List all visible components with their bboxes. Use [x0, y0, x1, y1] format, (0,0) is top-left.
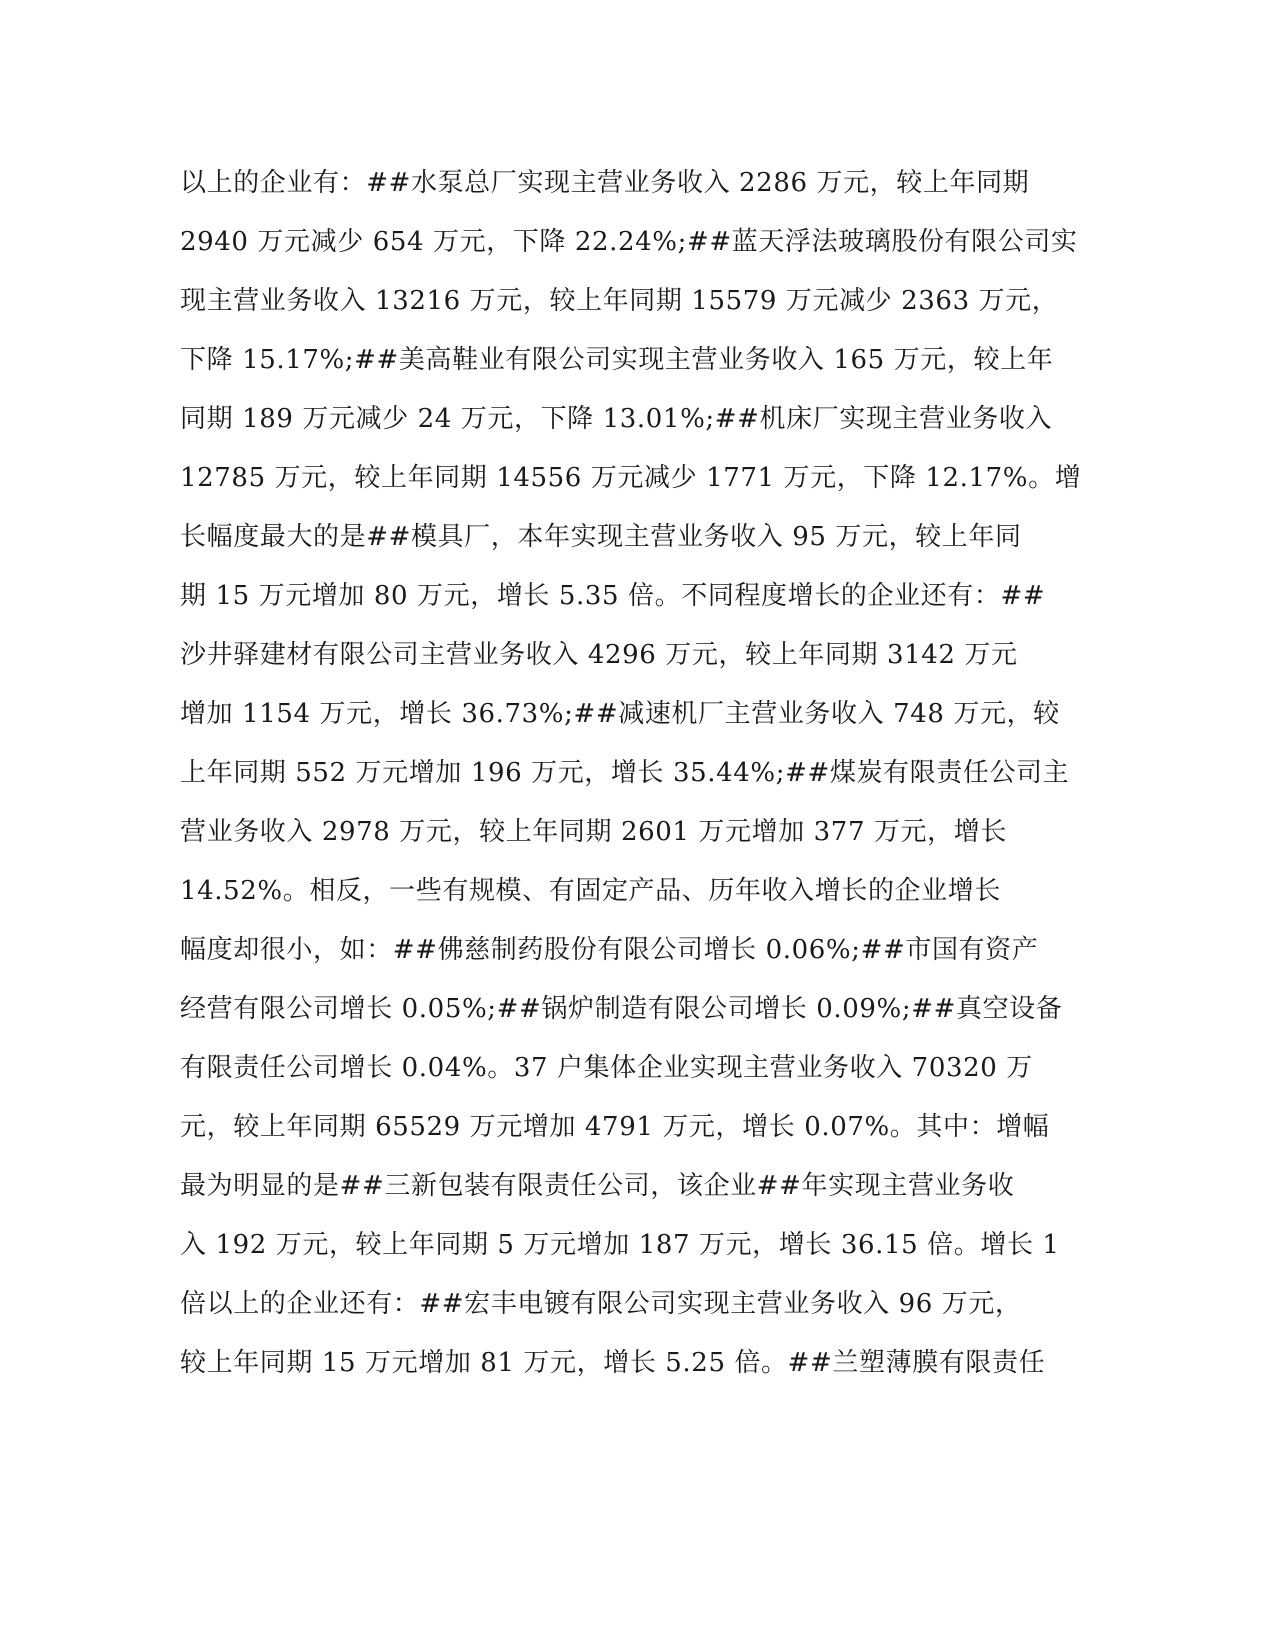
text-line: 经营有限公司增长 0.05%;##锅炉制造有限公司增长 0.09%;##真空设备	[180, 994, 1063, 1024]
text-line: 有限责任公司增长 0.04%。37 户集体企业实现主营业务收入 70320 万	[180, 1053, 1033, 1083]
text-line: 2940 万元减少 654 万元，下降 22.24%;##蓝天浮法玻璃股份有限公司实	[180, 227, 1078, 257]
text-line: 14.52%。相反，一些有规模、有固定产品、历年收入增长的企业增长	[180, 876, 1001, 906]
text-line: 增加 1154 万元，增长 36.73%;##减速机厂主营业务收入 748 万元，较	[180, 699, 1060, 729]
text-line: 上年同期 552 万元增加 196 万元，增长 35.44%;##煤炭有限责任公司主	[180, 758, 1070, 788]
text-line: 现主营业务收入 13216 万元，较上年同期 15579 万元减少 2363 万元，	[180, 286, 1059, 316]
text-line: 营业务收入 2978 万元，较上年同期 2601 万元增加 377 万元，增长	[180, 817, 1007, 847]
text-line: 入 192 万元，较上年同期 5 万元增加 187 万元，增长 36.15 倍。增长 1	[180, 1230, 1060, 1260]
text-line: 下降 15.17%;##美高鞋业有限公司实现主营业务收入 165 万元，较上年	[180, 345, 1054, 375]
text-line: 长幅度最大的是##模具厂，本年实现主营业务收入 95 万元，较上年同	[180, 522, 1022, 552]
text-line: 沙井驿建材有限公司主营业务收入 4296 万元，较上年同期 3142 万元	[180, 640, 1018, 670]
text-line: 以上的企业有：##水泵总厂实现主营业务收入 2286 万元，较上年同期	[180, 168, 1030, 198]
text-line: 最为明显的是##三新包装有限责任公司，该企业##年实现主营业务收	[180, 1171, 1015, 1201]
text-line: 幅度却很小，如：##佛慈制药股份有限公司增长 0.06%;##市国有资产	[180, 935, 1039, 965]
text-line: 倍以上的企业还有：##宏丰电镀有限公司实现主营业务收入 96 万元，	[180, 1289, 1022, 1319]
text-line: 同期 189 万元减少 24 万元，下降 13.01%;##机床厂实现主营业务收入	[180, 404, 1053, 434]
text-line: 期 15 万元增加 80 万元，增长 5.35 倍。不同程度增长的企业还有：##	[180, 581, 1046, 611]
body-text	[180, 160, 1082, 1399]
text-line: 元，较上年同期 65529 万元增加 4791 万元，增长 0.07%。其中：增幅	[180, 1112, 1050, 1142]
text-line: 12785 万元，较上年同期 14556 万元减少 1771 万元，下降 12.17%。增	[180, 463, 1082, 493]
text-line: 较上年同期 15 万元增加 81 万元，增长 5.25 倍。##兰塑薄膜有限责任	[180, 1348, 1046, 1378]
